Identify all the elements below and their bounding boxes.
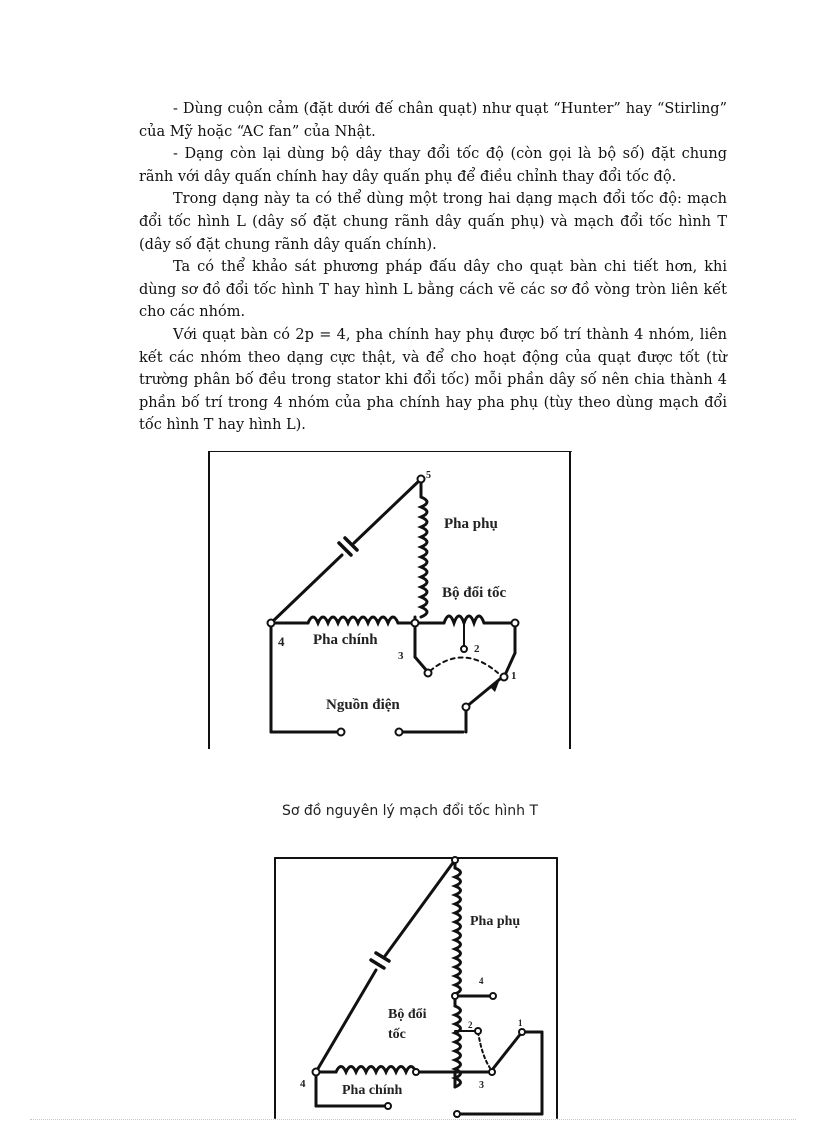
selector-arm [466,679,500,707]
main-coil-end [413,1069,419,1075]
node-label-2: 2 [474,643,480,655]
node-label-4-tap: 4 [479,976,484,986]
capacitor-wire-upper [354,479,421,543]
capacitor-plate-1 [339,543,351,555]
capacitor-plate-1 [371,960,384,968]
terminal-2 [475,1028,481,1034]
diagram-l-circuit [274,856,560,1120]
aux-phase-coil [455,868,461,994]
label-aux-phase: Pha phụ [470,914,521,929]
node-label-4: 4 [300,1078,306,1090]
speed-control-coil [444,616,484,623]
paragraph-2: - Dạng còn lại dùng bộ dây thay đổi tốc độ (còn gọi là bộ số) đặt chung rãnh với dây quấn chính hay dây quấn phụ để điều chỉnh thay đổi tốc độ. [139,146,727,185]
terminal-4 [268,620,275,627]
terminal-4 [313,1069,320,1076]
source-terminal-left [338,729,345,736]
main-phase-coil [336,1067,416,1073]
selector-arc [478,1032,490,1068]
label-speed-control-line1: Bộ đổi [388,1007,427,1022]
label-power-source: Nguồn điện [326,697,400,713]
figure-caption: Sơ đồ nguyên lý mạch đổi tốc hình T [281,803,539,819]
node-label-3: 3 [479,1080,484,1091]
source-terminal-right [454,1111,460,1117]
node-label-3: 3 [398,650,404,662]
paragraph-5: Với quạt bàn có 2p = 4, pha chính hay phụ được bố trí thành 4 nhóm, liên kết các nhóm theo dạng cực thật, và để cho hoạt động của quạt được tốt (từ trường phân bố đều trong stator khi đổi tốc) mỗi phần dây số nên chia thành 4 phần bố trí trong 4 nhóm của pha chính hay pha phụ (tùy theo dùng mạch đổi tốc hình T hay hình L). [139,326,727,434]
tap3-lead-b [415,657,427,671]
diagram-t-svg [208,451,572,749]
source-terminal-left [385,1103,391,1109]
paragraph-1: - Dùng cuộn cảm (đặt dưới đế chân quạt) như quạt “Hunter” hay “Stirling” của Mỹ hoặc “AC fan” của Nhật. [139,101,727,140]
junction-node [412,620,419,627]
selector-arc [430,657,498,673]
selector-arm [492,1032,522,1070]
label-main-phase: Pha chính [342,1083,403,1098]
terminal-4-tap [490,993,496,999]
terminal-1 [501,674,508,681]
node-label-5: 5 [426,470,431,481]
terminal-top [452,857,458,863]
junction-node [452,993,458,999]
label-speed-control-line2: tốc [388,1027,406,1042]
capacitor-wire-upper [385,860,455,956]
terminal-5 [418,476,425,483]
node-label-1: 1 [511,670,517,682]
selector-pivot [463,704,470,711]
diagram-l-svg [274,856,560,1120]
page-bottom-rule [30,1119,796,1120]
paragraph-3: Trong dạng này ta có thể dùng một trong hai dạng mạch đổi tốc độ: mạch đổi tốc hình L (dây số đặt chung rãnh dây quấn phụ) và mạch đổi tốc hình T (dây số đặt chung rãnh dây quấn chính). [139,191,727,253]
node-label-4: 4 [278,634,285,649]
label-speed-control: Bộ đổi tốc [442,585,507,601]
source-terminal-right [396,729,403,736]
terminal-1 [519,1029,525,1035]
capacitor-wire-lower [271,555,342,623]
terminal-3 [489,1069,495,1075]
body-text [139,98,727,437]
diagram-t-circuit [208,451,572,749]
main-phase-coil [308,617,398,623]
label-main-phase: Pha chính [313,632,378,648]
terminal-2 [461,646,467,652]
paragraph-4: Ta có thể khảo sát phương pháp đấu dây cho quạt bàn chi tiết hơn, khi dùng sơ đồ đổi tốc hình T hay hình L bằng cách vẽ các sơ đồ vòng tròn liên kết cho các nhóm. [139,259,727,321]
label-aux-phase: Pha phụ [444,516,498,532]
terminal-3 [425,670,432,677]
node-label-2: 2 [468,1020,473,1030]
capacitor-wire-lower [316,970,376,1072]
node-label-1: 1 [518,1018,523,1028]
aux-phase-coil [421,497,427,617]
speed-coil-end [512,620,519,627]
